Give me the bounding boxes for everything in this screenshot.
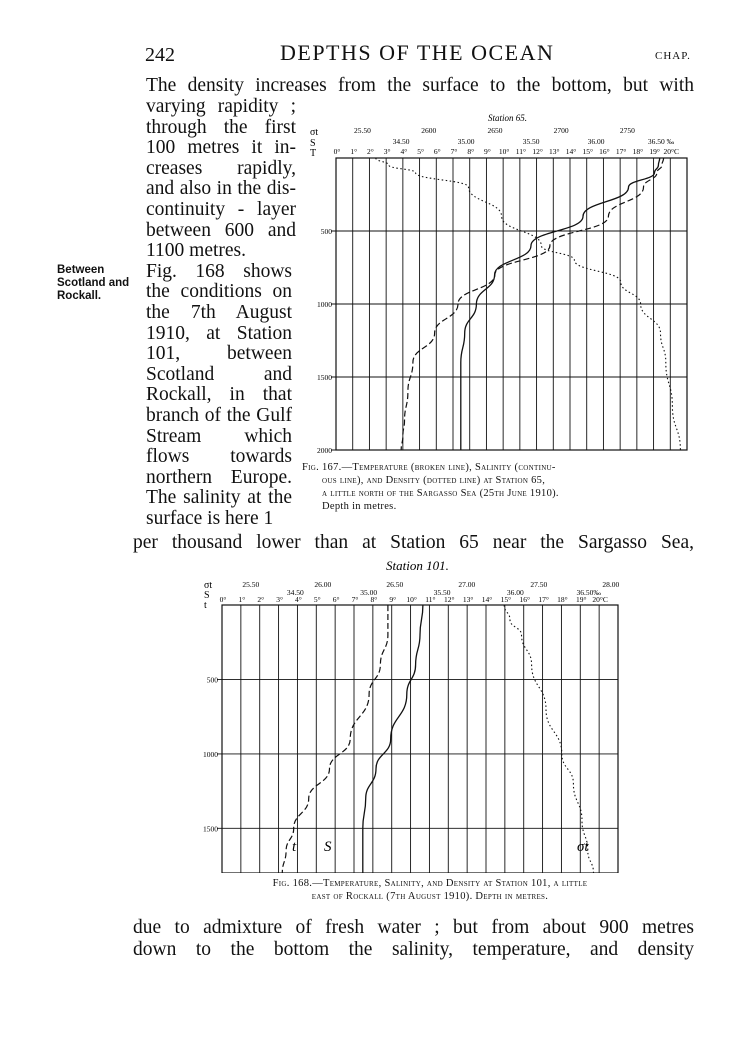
fig167-caption-line: ous line), and Density (dotted line) at Station 65, — [322, 475, 546, 486]
margin-note — [57, 264, 129, 303]
f167-temp-tick: 17° — [615, 147, 627, 156]
fig168-station-label: Station 101. — [386, 558, 449, 573]
f168-salinity-tick: 35.00 — [360, 588, 378, 597]
f168-temp-tick: 12° — [444, 595, 455, 604]
f168-density-tick: 28.00 — [602, 580, 620, 589]
f167-temp-tick: 11° — [515, 147, 526, 156]
f168-temp-tick: 20°C — [592, 595, 608, 604]
f168-temp-tick: 17° — [538, 595, 549, 604]
left-column-line: 100 metres it in- — [146, 137, 296, 159]
f168-depth-tick: 500 — [206, 675, 218, 685]
fig168-axis-letter: t — [204, 600, 207, 611]
f168-curve-label: σt — [577, 839, 589, 855]
f167-temp-tick: 9° — [484, 147, 491, 156]
fig168-caption-line: Fig. 168.—Temperature, Salinity, and Density at Station 101, a little — [272, 878, 588, 889]
fig168-axis-letter: σt — [204, 580, 213, 591]
f167-temp-tick: 8° — [467, 147, 475, 156]
f168-depth-tick: 1000 — [203, 749, 218, 759]
left-column-line: Fig. 168 shows — [146, 260, 292, 282]
f167-density-tick: 25.50 — [354, 126, 371, 135]
f168-temp-tick: 8° — [370, 595, 378, 604]
body-line-middle: per thousand lower than at Station 65 near the Sargasso Sea, — [133, 532, 694, 553]
left-column-line: and also in the dis- — [146, 178, 296, 200]
f168-temp-tick: 3° — [276, 595, 283, 604]
f168-temp-tick: 1° — [238, 595, 246, 604]
f167-temp-tick: 16° — [599, 147, 610, 156]
fig167-caption-line: Depth in metres. — [322, 501, 397, 512]
left-column-line: 101, between — [146, 343, 292, 365]
fig167-station-label: Station 65. — [488, 113, 528, 123]
f167-temp-tick: 2° — [367, 147, 374, 156]
f167-temp-tick: 18° — [632, 147, 644, 156]
margin-note-line: Between — [57, 264, 105, 276]
fig168-axis-letter: S — [204, 590, 210, 601]
left-column-line: 1910, at Station — [146, 322, 292, 344]
f168-depth-tick: 1500 — [203, 824, 218, 834]
f168-temp-tick: 14° — [481, 595, 493, 604]
f168-temp-tick: 16° — [519, 595, 530, 604]
left-column-line: the conditions on — [146, 281, 292, 303]
fig168-caption — [160, 877, 700, 903]
fig167-axis-letter: T — [310, 148, 317, 159]
fig167-caption-label: Fig. 167. — [302, 462, 342, 473]
f167-temp-tick: 7° — [450, 147, 458, 156]
f167-depth-tick: 2000 — [317, 446, 332, 455]
f168-density-tick: 26.50 — [386, 580, 404, 589]
f168-density-tick: 27.50 — [530, 580, 548, 589]
left-column-line: The salinity at the — [146, 487, 292, 509]
f167-temp-tick: 5° — [417, 147, 424, 156]
f167-salinity-tick: 35.00 — [457, 137, 475, 146]
running-title: DEPTHS OF THE OCEAN — [280, 40, 555, 65]
fig167-axis-letter: σt — [310, 127, 319, 138]
fig167-caption-line: —Temperature (broken line), Salinity (continu- — [341, 462, 556, 473]
f168-salinity-tick: 34.50 — [286, 588, 304, 597]
f168-density-tick: 26.00 — [314, 580, 332, 589]
f168-temp-tick: 18° — [557, 595, 568, 604]
f167-density-tick: 2600 — [421, 126, 437, 135]
left-column-line: through the first — [146, 116, 296, 138]
left-column-line: Rockall, in that — [146, 384, 292, 406]
f167-density-tick: 2750 — [619, 126, 635, 135]
f168-temp-tick: 5° — [313, 595, 321, 604]
f168-temp-tick: 10° — [406, 595, 417, 604]
f167-temp-tick: 14° — [565, 147, 577, 156]
f167-density-tick: 2650 — [487, 126, 503, 135]
f168-density-tick: 27.00 — [458, 580, 476, 589]
body-line-bottom: due to admixture of fresh water ; but from about 900 metres — [133, 917, 694, 938]
left-column-line: flows towards — [146, 446, 292, 468]
left-column-line: 1100 metres. — [146, 240, 247, 262]
f168-temp-tick: 15° — [500, 595, 512, 604]
fig167-caption — [302, 461, 694, 513]
margin-note-line: Scotland and — [57, 277, 130, 289]
left-column-line: varying rapidity ; — [146, 96, 296, 117]
left-column-line: Stream which — [146, 425, 292, 447]
f168-temp-tick: 11° — [425, 595, 436, 604]
left-column-line: surface is here 1 — [146, 508, 274, 529]
f167-temp-tick: 10° — [498, 147, 510, 156]
f168-salinity-tick: 36.00 — [506, 588, 524, 597]
f168-temp-tick: 2° — [257, 595, 265, 604]
f167-temp-tick: 4° — [400, 147, 408, 156]
f167-temp-tick: 6° — [433, 147, 441, 156]
f167-depth-tick: 1000 — [317, 300, 332, 309]
page-number: 242 — [145, 44, 175, 66]
left-column-line: creases rapidly, — [146, 157, 296, 179]
f167-temp-tick: 19° — [649, 147, 660, 156]
f168-temp-tick: 0° — [219, 595, 227, 604]
f168-temp-tick: 9° — [389, 595, 397, 604]
f167-density-tick: 2700 — [553, 126, 569, 135]
margin-note-line: Rockall. — [57, 290, 102, 302]
f167-temp-tick: 15° — [582, 147, 593, 156]
f168-temp-tick: 13° — [462, 595, 474, 604]
fig167-chart — [296, 108, 706, 458]
f168-temp-tick: 6° — [332, 595, 340, 604]
f167-depth-tick: 1500 — [317, 373, 332, 382]
f167-temp-tick: 3° — [383, 147, 391, 156]
f167-salinity-tick: 36.50 ‰ — [647, 137, 675, 146]
f167-temp-tick: 0° — [333, 147, 341, 156]
left-column-line: branch of the Gulf — [146, 405, 292, 426]
f168-salinity-tick: 35.50 — [433, 588, 451, 597]
f168-temp-tick: 19° — [576, 595, 587, 604]
chapter-abbrev: CHAP. — [655, 50, 691, 62]
f167-salinity-tick: 36.00 — [587, 137, 605, 146]
f168-temp-tick: 7° — [351, 595, 359, 604]
left-column-line: continuity - layer — [146, 199, 296, 220]
left-column-line: northern Europe. — [146, 466, 292, 488]
f168-curve-label: t — [292, 839, 297, 855]
f168-salinity-curve — [363, 605, 423, 873]
f167-temp-tick: 13° — [549, 147, 560, 156]
f167-temp-tick: 12° — [532, 147, 543, 156]
left-column-line: Scotland and — [146, 363, 292, 385]
left-column-line: the 7th August — [146, 302, 292, 323]
f167-temp-tick: 20°C — [663, 147, 680, 156]
fig168-chart — [190, 555, 650, 873]
f168-temp-tick: 4° — [295, 595, 302, 604]
f167-salinity-tick: 35.50 — [522, 137, 540, 146]
fig167-caption-line: a little north of the Sargasso Sea (25th June 1910). — [322, 488, 559, 499]
f168-curve-label: S — [324, 839, 332, 855]
left-column-line: between 600 and — [146, 219, 296, 241]
fig167-axis-letter: S — [310, 138, 316, 149]
f168-salinity-tick: 36.50‰ — [576, 588, 601, 597]
f168-density-tick: 25.50 — [242, 580, 260, 589]
body-line-bottom: down to the bottom the salinity, temperature, and density — [133, 939, 694, 960]
fig168-caption-line: east of Rockall (7th August 1910). Depth in metres. — [311, 891, 549, 902]
f167-temp-tick: 1° — [350, 147, 358, 156]
body-line-top: The density increases from the surface to the bottom, but with — [146, 75, 694, 96]
f167-salinity-tick: 34.50 — [392, 137, 410, 146]
f167-depth-tick: 500 — [320, 227, 332, 236]
